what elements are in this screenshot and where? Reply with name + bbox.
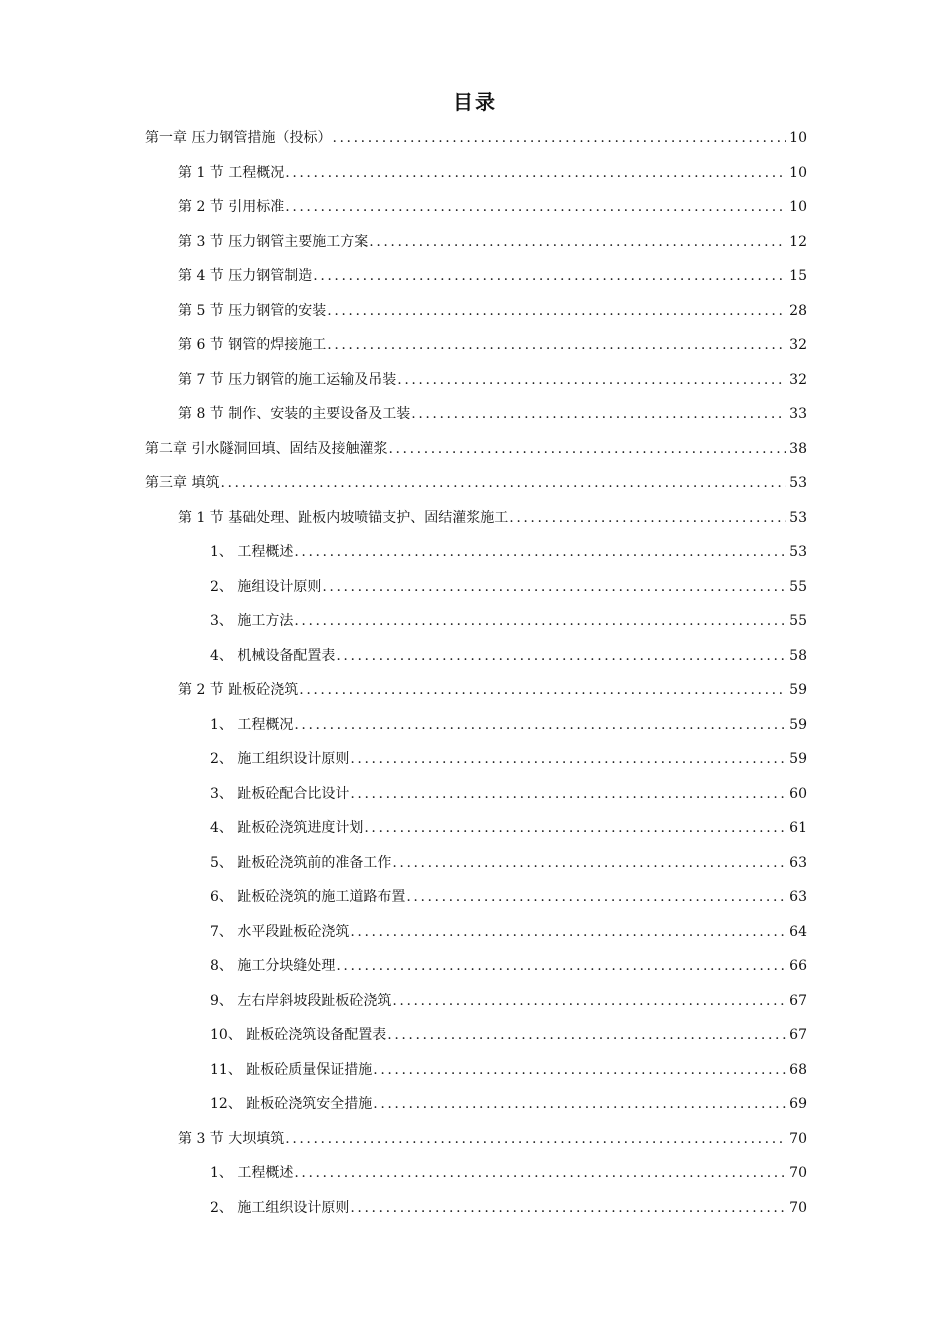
toc-entry[interactable]: [0, 949, 950, 984]
toc-entry-page: 68: [789, 1061, 807, 1078]
toc-leader-dots: [332, 121, 786, 156]
toc-entry-label: 1、 工程概述: [210, 544, 294, 560]
toc-entry[interactable]: [0, 466, 950, 501]
toc-entry-label: 2、 施工组织设计原则: [210, 751, 350, 767]
toc-entry-page: 67: [789, 1027, 807, 1043]
toc-entry-page: 59: [789, 682, 807, 698]
toc-entry-page: 32: [789, 371, 807, 388]
toc-entry-page: 53: [789, 509, 807, 526]
toc-entry-label: 4、 机械设备配置表: [210, 647, 336, 664]
toc-entry-label: 9、 左右岸斜坡段趾板砼浇筑: [210, 992, 392, 1009]
toc-leader-dots: [220, 466, 786, 501]
toc-leader-dots: [322, 570, 786, 605]
toc-entry-page: 53: [789, 544, 807, 560]
toc-entry[interactable]: [0, 294, 950, 329]
toc-entry-page: 66: [789, 958, 807, 974]
toc-entry[interactable]: [0, 811, 950, 846]
toc-entry-page: 59: [789, 751, 807, 767]
toc-entry[interactable]: [0, 535, 950, 570]
toc-entry-page: 63: [789, 854, 807, 871]
toc-entry-label: 1、 工程概述: [210, 1165, 294, 1181]
toc-entry[interactable]: [0, 570, 950, 605]
toc-leader-dots: [350, 777, 786, 812]
toc-entry-label: 3、 施工方法: [210, 613, 294, 629]
toc-leader-dots: [406, 880, 786, 915]
toc-entry[interactable]: [0, 984, 950, 1019]
toc-entry-label: 3、 趾板砼配合比设计: [210, 785, 350, 802]
toc-entry[interactable]: [0, 397, 950, 432]
toc-entry-label: 第 8 节 制作、安装的主要设备及工装: [178, 406, 411, 422]
toc-entry[interactable]: [0, 1156, 950, 1191]
toc-entry-label: 8、 施工分块缝处理: [210, 958, 336, 974]
toc-leader-dots: [313, 259, 786, 294]
toc-entry-page: 60: [789, 785, 807, 802]
toc-entry-label: 第二章 引水隧洞回填、固结及接触灌浆: [145, 440, 388, 457]
toc-leader-dots: [294, 708, 786, 743]
toc-entry-page: 12: [789, 233, 807, 250]
toc-entry-label: 第 1 节 基础处理、趾板内坡喷锚支护、固结灌浆施工: [178, 509, 509, 526]
toc-leader-dots: [388, 432, 786, 467]
toc-entry-page: 55: [789, 613, 807, 629]
toc-entry-label: 1、 工程概况: [210, 716, 294, 733]
toc-entry-label: 第 3 节 大坝填筑: [178, 1130, 285, 1147]
toc-entry-label: 2、 施工组织设计原则: [210, 1199, 350, 1216]
toc-entry-page: 28: [789, 302, 807, 319]
toc-entry-label: 4、 趾板砼浇筑进度计划: [210, 820, 364, 836]
toc-entry-page: 63: [789, 889, 807, 905]
toc-entry[interactable]: [0, 915, 950, 950]
toc-leader-dots: [364, 811, 786, 846]
toc-leader-dots: [392, 846, 786, 881]
toc-entry[interactable]: [0, 225, 950, 260]
toc-entry-label: 10、 趾板砼浇筑设备配置表: [210, 1027, 387, 1043]
toc-entry-page: 69: [789, 1096, 807, 1112]
toc-leader-dots: [327, 294, 786, 329]
toc-leader-dots: [411, 397, 786, 432]
toc-entry[interactable]: [0, 742, 950, 777]
toc-entry[interactable]: [0, 1191, 950, 1226]
toc-leader-dots: [336, 639, 786, 674]
toc-entry-page: 55: [789, 578, 807, 595]
toc-leader-dots: [397, 363, 786, 398]
toc-entry[interactable]: [0, 328, 950, 363]
toc-entry-label: 2、 施组设计原则: [210, 578, 322, 595]
toc-leader-dots: [509, 501, 786, 536]
toc-leader-dots: [373, 1087, 786, 1122]
toc-entry-page: 61: [789, 820, 807, 836]
toc-entry[interactable]: [0, 846, 950, 881]
toc-entry-page: 53: [789, 475, 807, 491]
toc-leader-dots: [350, 915, 786, 950]
toc-leader-dots: [387, 1018, 786, 1053]
toc-entry[interactable]: [0, 156, 950, 191]
toc-entry-label: 5、 趾板砼浇筑前的准备工作: [210, 854, 392, 871]
toc-entry[interactable]: [0, 432, 950, 467]
toc-entry-page: 64: [789, 923, 807, 940]
toc-entry-page: 10: [789, 130, 807, 146]
toc-leader-dots: [373, 1053, 786, 1088]
toc-entry-page: 33: [789, 406, 807, 422]
toc-entry-page: 70: [789, 1199, 807, 1216]
toc-list: [0, 121, 950, 1225]
toc-entry-label: 第 2 节 趾板砼浇筑: [178, 682, 299, 698]
toc-entry[interactable]: [0, 259, 950, 294]
toc-entry[interactable]: [0, 1122, 950, 1157]
toc-entry[interactable]: [0, 1018, 950, 1053]
toc-entry-page: 10: [789, 164, 807, 181]
toc-entry-page: 58: [789, 647, 807, 664]
toc-title: 目录: [453, 90, 497, 114]
toc-entry-label: 第 4 节 压力钢管制造: [178, 268, 313, 284]
toc-entry-label: 第 5 节 压力钢管的安装: [178, 302, 327, 319]
toc-leader-dots: [294, 604, 786, 639]
toc-entry-label: 第三章 填筑: [145, 475, 220, 491]
toc-entry[interactable]: [0, 1087, 950, 1122]
toc-leader-dots: [336, 949, 786, 984]
toc-leader-dots: [350, 742, 786, 777]
toc-entry-label: 第 3 节 压力钢管主要施工方案: [178, 233, 369, 250]
toc-entry-label: 11、 趾板砼质量保证措施: [210, 1061, 373, 1078]
toc-entry[interactable]: [0, 777, 950, 812]
toc-leader-dots: [285, 1122, 786, 1157]
toc-entry-page: 67: [789, 992, 807, 1009]
toc-entry[interactable]: [0, 604, 950, 639]
toc-entry[interactable]: [0, 363, 950, 398]
toc-leader-dots: [294, 1156, 786, 1191]
toc-leader-dots: [327, 328, 786, 363]
toc-leader-dots: [294, 535, 786, 570]
toc-entry[interactable]: [0, 190, 950, 225]
toc-leader-dots: [285, 190, 786, 225]
toc-entry-label: 7、 水平段趾板砼浇筑: [210, 923, 350, 940]
toc-entry[interactable]: [0, 1053, 950, 1088]
toc-entry-label: 第 7 节 压力钢管的施工运输及吊装: [178, 371, 397, 388]
toc-entry[interactable]: [0, 121, 950, 156]
toc-entry-label: 第 6 节 钢管的焊接施工: [178, 337, 327, 353]
toc-entry[interactable]: [0, 673, 950, 708]
toc-entry-page: 70: [789, 1165, 807, 1181]
toc-entry[interactable]: [0, 880, 950, 915]
toc-entry-page: 70: [789, 1130, 807, 1147]
toc-entry[interactable]: [0, 708, 950, 743]
toc-entry-label: 第一章 压力钢管措施（投标）: [145, 130, 332, 146]
toc-entry-page: 32: [789, 337, 807, 353]
toc-leader-dots: [299, 673, 786, 708]
toc-entry-page: 38: [789, 440, 807, 457]
toc-entry-page: 10: [789, 199, 807, 215]
toc-entry-label: 6、 趾板砼浇筑的施工道路布置: [210, 889, 406, 905]
toc-entry[interactable]: [0, 639, 950, 674]
toc-entry-label: 第 1 节 工程概况: [178, 164, 285, 181]
toc-entry-label: 12、 趾板砼浇筑安全措施: [210, 1096, 373, 1112]
toc-leader-dots: [285, 156, 786, 191]
toc-leader-dots: [392, 984, 786, 1019]
toc-leader-dots: [350, 1191, 786, 1226]
toc-leader-dots: [369, 225, 786, 260]
toc-entry-page: 59: [789, 716, 807, 733]
toc-entry-page: 15: [789, 268, 807, 284]
toc-entry[interactable]: [0, 501, 950, 536]
toc-entry-label: 第 2 节 引用标准: [178, 199, 285, 215]
